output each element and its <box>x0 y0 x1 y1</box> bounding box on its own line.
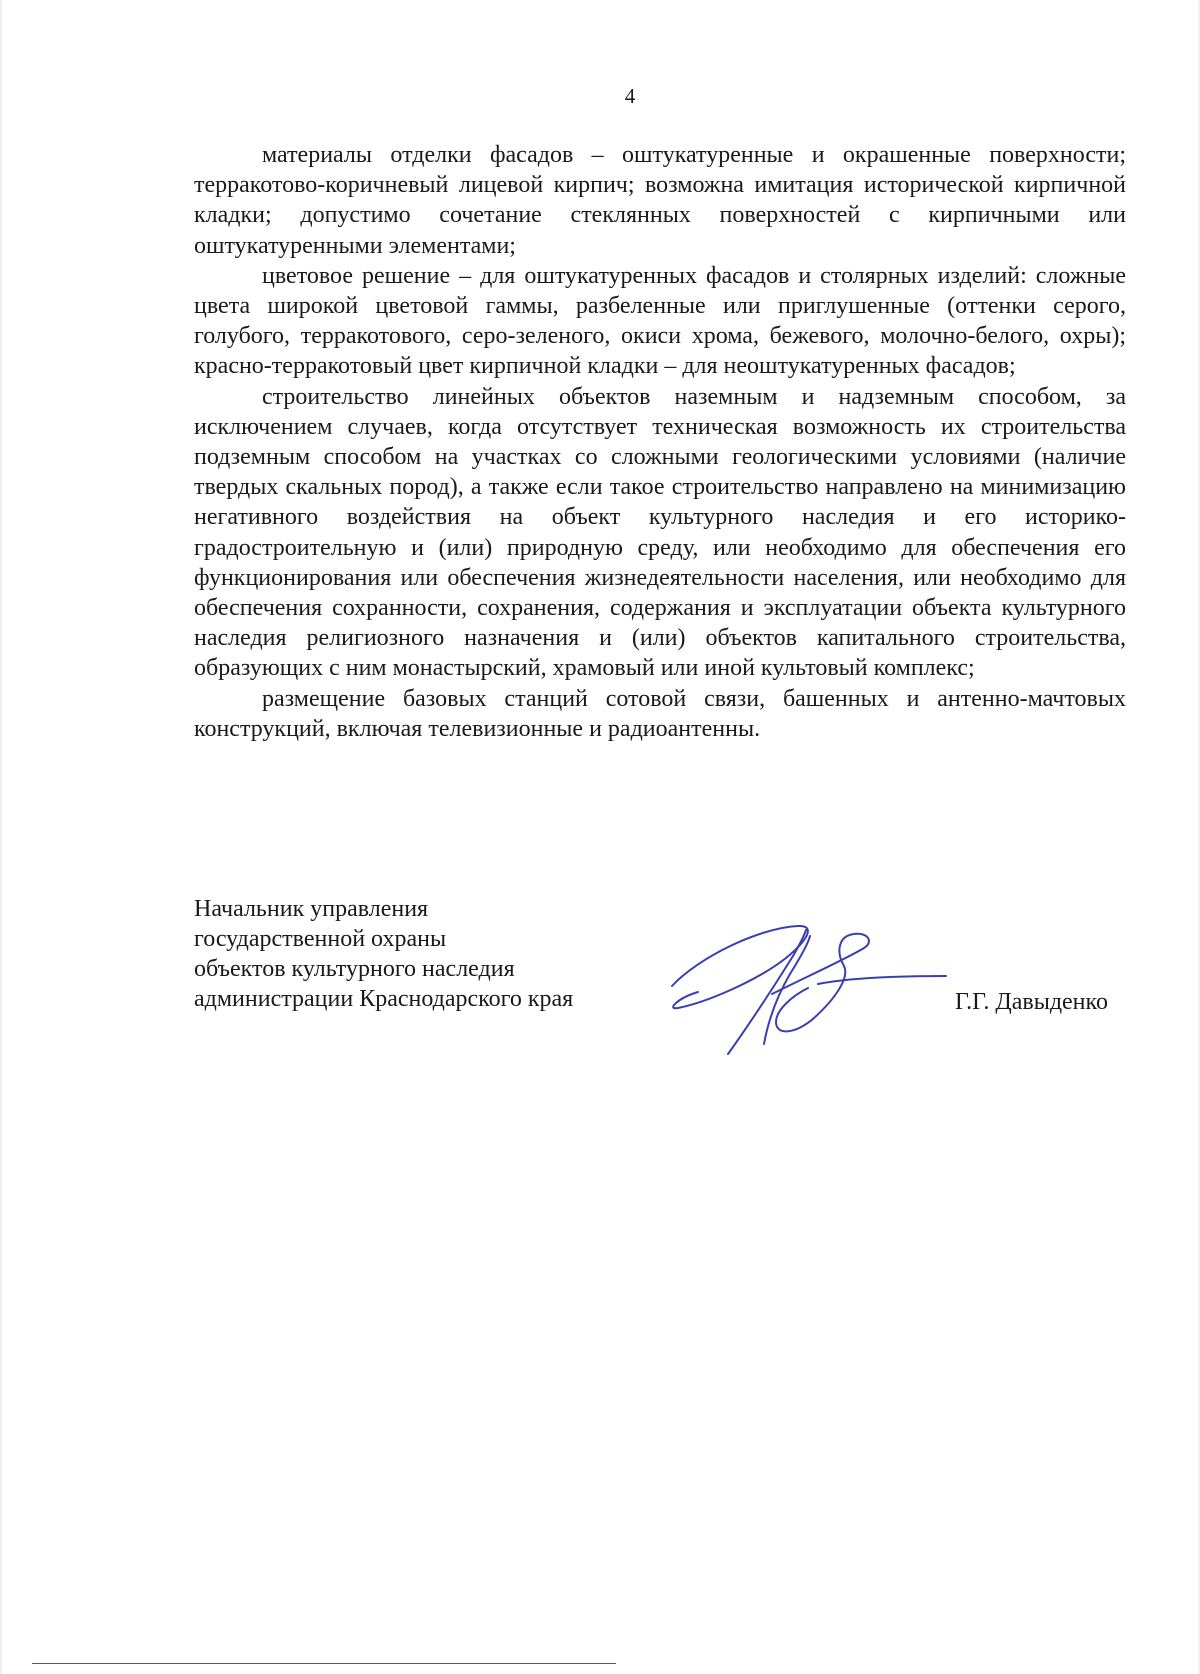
scan-edge-left <box>0 0 3 1674</box>
footer-rule <box>32 1663 616 1664</box>
position-line: администрации Краснодарского края <box>194 986 574 1012</box>
document-body <box>194 140 1126 744</box>
handwritten-signature <box>668 918 948 1058</box>
paragraph-linear-objects: строительство линейных объектов наземным и надземным способом, за исключением случаев, когда отсутствует техническая возможность их строительства подземным способом на участках со сложными геологическими условиями (наличие твердых скальных пород), а также если такое строительство направлено на минимизацию негативного воздействия на объект культурного наследия и его историко-градостроительную и (или) природную среду, или необходимо для обеспечения его функционирования или обеспечения жизнедеятельности населения, или необходимо для обеспечения сохранности, сохранения, содержания и эксплуатации объекта культурного наследия религиозного назначения и (или) объектов капитального строительства, образующих с ним монастырский, храмовый или иной культовый комплекс; <box>194 383 1126 682</box>
position-line: Начальник управления <box>194 896 429 922</box>
paragraph-base-stations: размещение базовых станций сотовой связи, башенных и антенно-мачтовых конструкций, включая телевизионные и радиоантенны. <box>194 685 1126 742</box>
position-line: объектов культурного наследия <box>194 956 515 982</box>
paragraph-facade-materials: материалы отделки фасадов – оштукатуренные и окрашенные поверхности; терракотово-коричневый лицевой кирпич; возможна имитация исторической кирпичной кладки; допустимо сочетание стеклянных поверхностей с кирпичными или оштукатуренными элементами; <box>194 142 1126 259</box>
signer-name: Г.Г. Давыденко <box>955 989 1108 1015</box>
page-number: 4 <box>624 84 636 108</box>
signatory-position <box>194 894 573 1014</box>
paragraph-color-scheme: цветовое решение – для оштукатуренных фасадов и столярных изделий: сложные цвета широкой цветовой гаммы, разбеленные или приглушенные (оттенки серого, голубого, терракотового, серо-зеленого, окиси хрома, бежевого, молочно-белого, охры); красно-терракотовый цвет кирпичной кладки – для неоштукатуренных фасадов; <box>194 262 1126 380</box>
position-line: государственной охраны <box>194 926 447 952</box>
